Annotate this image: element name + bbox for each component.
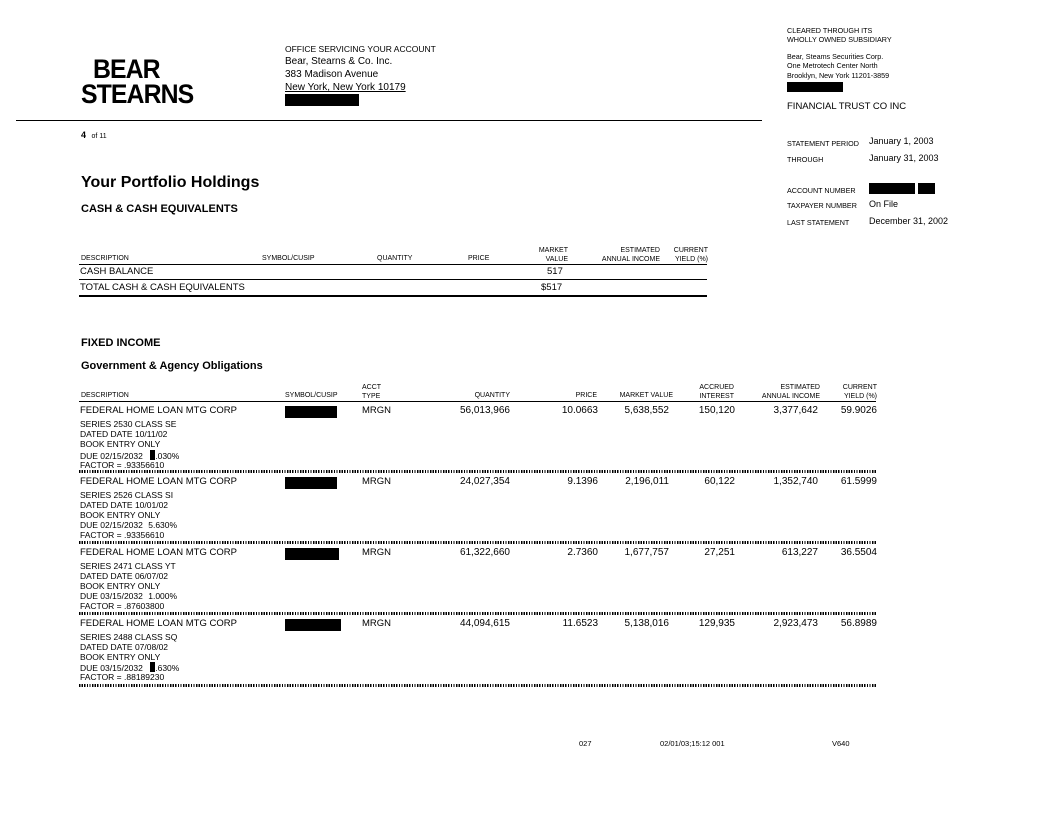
- fixed-income-heading: FIXED INCOME: [81, 337, 161, 349]
- row-detail-series: SERIES 2530 CLASS SE: [80, 419, 177, 429]
- fi-col-accrued-line2: INTEREST: [699, 393, 734, 400]
- office-name: Bear, Stearns & Co. Inc.: [285, 56, 393, 67]
- col-market-value: [508, 246, 568, 264]
- fi-col-current-yield: [830, 383, 877, 401]
- row-detail-book-entry: BOOK ENTRY ONLY: [80, 439, 161, 449]
- fi-col-acct-line1: ACCT: [362, 384, 382, 391]
- statement-period-start: January 1, 2003: [869, 136, 934, 146]
- col-market-value-line2: VALUE: [545, 256, 568, 263]
- col-estimated-income-line1: ESTIMATED: [620, 247, 660, 254]
- fi-col-accrued: [680, 383, 734, 401]
- row-accrued: 60,122: [704, 476, 735, 487]
- cash-total-value: $517: [541, 282, 563, 293]
- fi-header-rule: [79, 401, 876, 402]
- row-due-date: DUE 03/15/2032: [80, 591, 143, 601]
- row-detail-dated: DATED DATE 06/07/02: [80, 571, 169, 581]
- row-price: 2.7360: [567, 547, 598, 558]
- row-market-value: 5,138,016: [624, 618, 669, 629]
- office-heading: OFFICE SERVICING YOUR ACCOUNT: [285, 44, 436, 54]
- redaction-box: [285, 406, 337, 418]
- fi-col-description: DESCRIPTION: [81, 392, 129, 399]
- row-estimated-income: 2,923,473: [773, 618, 818, 629]
- account-number-label: ACCOUNT NUMBER: [787, 186, 856, 195]
- fi-col-symbol: SYMBOL/CUSIP: [285, 392, 338, 399]
- cash-heading: CASH & CASH EQUIVALENTS: [81, 203, 238, 215]
- clearing-city: Brooklyn, New York 11201-3859: [787, 71, 890, 80]
- row-due-rate: .030%: [155, 451, 180, 461]
- row-due-rate: .630%: [155, 663, 180, 673]
- taxpayer-number-label: TAXPAYER NUMBER: [787, 201, 857, 210]
- row-due-date: DUE 03/15/2032: [80, 663, 143, 673]
- col-current-yield: [664, 246, 708, 264]
- row-detail-series: SERIES 2471 CLASS YT: [80, 561, 176, 571]
- col-price: PRICE: [468, 255, 490, 262]
- redaction-box: [869, 183, 915, 194]
- footer-code-1: 027: [579, 739, 592, 748]
- cash-total-label: TOTAL CASH & CASH EQUIVALENTS: [80, 282, 245, 293]
- fi-col-estimated-income-line1: ESTIMATED: [780, 384, 820, 391]
- col-current-yield-line1: CURRENT: [673, 247, 708, 254]
- fi-col-accrued-line1: ACCRUED: [699, 384, 734, 391]
- row-accrued: 150,120: [698, 405, 735, 416]
- redaction-box: [285, 94, 359, 106]
- row-detail-book-entry: BOOK ENTRY ONLY: [80, 510, 161, 520]
- page-title: Your Portfolio Holdings: [81, 174, 260, 191]
- page-number: 4: [81, 130, 87, 140]
- clearing-line-1: CLEARED THROUGH ITS: [787, 26, 873, 35]
- row-detail-due: [80, 520, 177, 530]
- row-detail-series: SERIES 2488 CLASS SQ: [80, 632, 178, 642]
- row-estimated-income: 3,377,642: [773, 405, 818, 416]
- account-holder: FINANCIAL TRUST CO INC: [787, 101, 907, 112]
- row-detail-dated: DATED DATE 10/01/02: [80, 500, 169, 510]
- redaction-box: [285, 477, 337, 489]
- row-detail-book-entry: BOOK ENTRY ONLY: [80, 652, 161, 662]
- row-separator: [79, 612, 876, 615]
- row-yield: 59.9026: [840, 405, 877, 416]
- redaction-box: [918, 183, 935, 194]
- row-quantity: 56,013,966: [459, 405, 510, 416]
- row-price: 11.6523: [562, 618, 598, 629]
- row-estimated-income: 613,227: [781, 547, 818, 558]
- fi-col-acct-type: [362, 383, 381, 401]
- cash-balance-value: 517: [547, 266, 563, 277]
- fi-col-quantity: QUANTITY: [474, 392, 510, 399]
- page-indicator: [81, 130, 107, 140]
- redaction-box: [285, 619, 341, 631]
- logo-line-1: BEAR: [92, 54, 160, 84]
- fi-col-current-yield-line1: CURRENT: [842, 384, 877, 391]
- col-quantity: QUANTITY: [377, 255, 413, 262]
- col-description: DESCRIPTION: [81, 255, 129, 262]
- last-statement-label: LAST STATEMENT: [787, 218, 850, 227]
- cash-row-rule: [79, 279, 707, 280]
- clearing-street: One Metrotech Center North: [787, 61, 878, 70]
- row-market-value: 2,196,011: [625, 476, 669, 487]
- row-separator: [79, 541, 876, 544]
- footer-code-2: V640: [832, 739, 850, 748]
- fixed-income-subheading: Government & Agency Obligations: [81, 360, 263, 372]
- col-symbol: SYMBOL/CUSIP: [262, 255, 315, 262]
- fi-col-estimated-income: [740, 383, 820, 401]
- taxpayer-number-value: On File: [869, 199, 899, 209]
- row-detail-factor: FACTOR = .93356610: [80, 530, 165, 540]
- col-estimated-income: [580, 246, 660, 264]
- row-estimated-income: 1,352,740: [773, 476, 818, 487]
- statement-period-label: STATEMENT PERIOD: [787, 139, 859, 148]
- row-description: FEDERAL HOME LOAN MTG CORP: [80, 547, 237, 558]
- page-of-label: of 11: [91, 133, 107, 140]
- cash-total-rule: [79, 295, 707, 297]
- row-description: FEDERAL HOME LOAN MTG CORP: [80, 405, 237, 416]
- bear-stearns-logo: [81, 54, 194, 109]
- fi-col-current-yield-line2: YIELD (%): [843, 393, 877, 400]
- statement-period-end: January 31, 2003: [869, 153, 939, 163]
- row-market-value: 1,677,757: [624, 547, 669, 558]
- row-due-date: DUE 02/15/2032: [80, 451, 143, 461]
- row-detail-book-entry: BOOK ENTRY ONLY: [80, 581, 161, 591]
- row-due-date: DUE 02/15/2032: [80, 520, 143, 530]
- row-detail-factor: FACTOR = .88189230: [80, 672, 165, 682]
- col-market-value-line1: MARKET: [538, 247, 568, 254]
- row-quantity: 44,094,615: [459, 618, 510, 629]
- office-city: New York, New York 10179: [285, 82, 406, 93]
- clearing-name: Bear, Steams Securities Corp.: [787, 52, 884, 61]
- row-quantity: 61,322,660: [459, 547, 510, 558]
- row-detail-series: SERIES 2526 CLASS SI: [80, 490, 174, 500]
- row-price: 9.1396: [567, 476, 598, 487]
- row-yield: 56.8989: [840, 618, 877, 629]
- clearing-line-2: WHOLLY OWNED SUBSIDIARY: [787, 35, 892, 44]
- through-label: THROUGH: [787, 155, 824, 164]
- row-accrued: 27,251: [704, 547, 735, 558]
- row-description: FEDERAL HOME LOAN MTG CORP: [80, 618, 237, 629]
- cash-header-rule: [79, 264, 707, 265]
- footer-timestamp: 02/01/03;15:12 001: [660, 739, 725, 748]
- row-yield: 61.5999: [840, 476, 877, 487]
- row-due-rate: 5.630%: [148, 520, 178, 530]
- fi-col-estimated-income-line2: ANNUAL INCOME: [761, 393, 820, 400]
- row-detail-dated: DATED DATE 07/08/02: [80, 642, 169, 652]
- fi-col-acct-line2: TYPE: [362, 393, 381, 400]
- row-detail-factor: FACTOR = .87603800: [80, 601, 165, 611]
- header-divider: [16, 120, 762, 121]
- row-separator: [79, 470, 876, 473]
- col-current-yield-line2: YIELD (%): [674, 256, 708, 263]
- fi-col-market-value: MARKET VALUE: [619, 392, 673, 399]
- last-statement-value: December 31, 2002: [869, 216, 949, 226]
- row-yield: 36.5504: [840, 547, 877, 558]
- row-detail-dated: DATED DATE 10/11/02: [80, 429, 168, 439]
- redaction-box: [285, 548, 339, 560]
- col-estimated-income-line2: ANNUAL INCOME: [601, 256, 660, 263]
- row-quantity: 24,027,354: [459, 476, 510, 487]
- row-due-rate: 1.000%: [148, 591, 178, 601]
- cash-balance-label: CASH BALANCE: [80, 266, 154, 277]
- row-acct-type: MRGN: [362, 547, 392, 558]
- row-price: 10.0663: [561, 405, 598, 416]
- fi-col-price: PRICE: [575, 392, 597, 399]
- row-market-value: 5,638,552: [624, 405, 669, 416]
- row-detail-due: [80, 591, 177, 601]
- row-description: FEDERAL HOME LOAN MTG CORP: [80, 476, 237, 487]
- row-acct-type: MRGN: [362, 618, 392, 629]
- office-street: 383 Madison Avenue: [285, 69, 379, 80]
- logo-line-2: STEARNS: [81, 79, 194, 109]
- redaction-box: [787, 82, 843, 92]
- row-acct-type: MRGN: [362, 476, 392, 487]
- row-acct-type: MRGN: [362, 405, 392, 416]
- row-accrued: 129,935: [698, 618, 735, 629]
- row-separator: [79, 684, 876, 687]
- row-detail-factor: FACTOR = .93356610: [80, 460, 165, 470]
